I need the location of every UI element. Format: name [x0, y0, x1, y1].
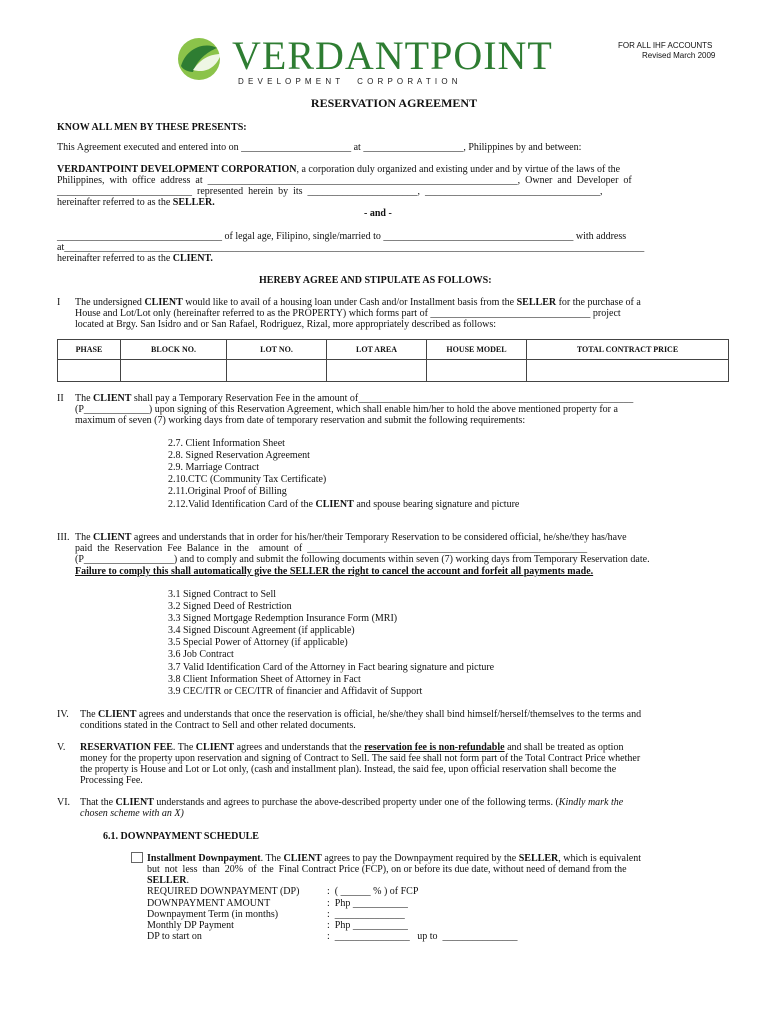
req-2-12-client: CLIENT — [315, 499, 354, 510]
section-6-number: VI. — [57, 797, 71, 808]
s2-text-c: shall pay a Temporary Reservation Fee in the amount of_______________________________________________________ — [131, 393, 634, 404]
field-dp-term-value[interactable]: : ______________ — [327, 909, 405, 920]
installment-checkbox[interactable] — [131, 852, 143, 863]
logo-subtitle: D E V E L O P M E N T C O R P O R A T I O N — [238, 77, 459, 86]
field-dp-start-value[interactable]: : _______________ up to _______________ — [327, 931, 518, 942]
field-dp-amount-label: DOWNPAYMENT AMOUNT — [147, 898, 271, 909]
section-5-line-2: money for the property upon reservation and signing of Contract to Sell. The said fee shall not form part of the Total Contract Price whether — [80, 753, 641, 764]
field-dp-amount-value[interactable]: : Php ___________ — [327, 898, 408, 909]
stipulate-heading: HEREBY AGREE AND STIPULATE AS FOLLOWS: — [259, 275, 492, 286]
s3-text-a: The — [75, 532, 94, 543]
th-lot-area: LOT AREA — [327, 340, 427, 360]
inst-label: Installment Downpayment — [147, 853, 261, 864]
section-1-line-3: located at Brgy. San Isidro and or San Rafael, Rodriguez, Rizal, more appropriately described as follows: — [75, 319, 496, 330]
field-monthly-dp-value[interactable]: : Php ___________ — [327, 920, 408, 931]
cell-house-model[interactable] — [427, 360, 527, 382]
s5-text-f: and shall be treated as option — [504, 742, 624, 753]
header-note-accounts: FOR ALL IHF ACCOUNTS — [618, 41, 713, 50]
seller-ref-text: hereinafter referred to as the — [57, 197, 173, 208]
s4-text-a: The — [80, 709, 99, 720]
th-phase: PHASE — [58, 340, 121, 360]
section-2-number: II — [57, 393, 64, 404]
doc-item-3-8: 3.8 Client Information Sheet of Attorney in Fact — [168, 674, 361, 685]
s2-client: CLIENT — [93, 393, 132, 404]
logo-wordmark: VERDANTPOINT — [232, 33, 553, 78]
section-4-number: IV. — [57, 709, 69, 720]
th-total-contract-price: TOTAL CONTRACT PRICE — [527, 340, 729, 360]
doc-item-3-9: 3.9 CEC/ITR or CEC/ITR of financier and Affidavit of Support — [168, 686, 423, 697]
inst-seller: SELLER — [518, 853, 559, 864]
section-3-number: III. — [57, 532, 70, 543]
s3-warning: shall automatically give the SELLER the right to cancel the account and forfeit all payments made. — [168, 566, 594, 577]
inst-client: CLIENT — [283, 853, 322, 864]
field-dp-start-label: DP to start on — [147, 931, 202, 942]
page-title: RESERVATION AGREEMENT — [310, 96, 478, 110]
field-required-dp-label: REQUIRED DOWNPAYMENT (DP) — [147, 886, 300, 897]
s6-instruction: Kindly mark the — [558, 797, 624, 808]
doc-item-3-6: 3.6 Job Contract — [168, 649, 234, 660]
section-5-line-3: the property is House and Lot or Lot only, (cash and installment plan). Instead, the said fee, upon official reservation shall become the — [80, 764, 617, 775]
field-monthly-dp-label: Monthly DP Payment — [147, 920, 234, 931]
s5-text-d: agrees and understands that the — [234, 742, 365, 753]
section-1-line-2: House and Lot/Lot only (hereinafter referred to as the PROPERTY) which forms part of ________________________________ project — [75, 308, 621, 319]
section-2-line-3: maximum of seven (7) working days from date of temporary reservation and submit the following requirements: — [75, 415, 526, 426]
s6-text-a: That the — [80, 797, 116, 808]
s6-client: CLIENT — [115, 797, 154, 808]
s1-client: CLIENT — [144, 297, 183, 308]
s5-fee-label: RESERVATION FEE — [80, 742, 173, 753]
s4-text-c: agrees and understands that once the reservation is official, he/she/they shall bind himself/herself/themselves to the terms and — [136, 709, 642, 720]
cell-lot-area[interactable] — [327, 360, 427, 382]
client-ref-text: hereinafter referred to as the — [57, 253, 173, 264]
req-item-2-12 — [168, 499, 519, 511]
executed-line: This Agreement executed and entered into on ______________________ at ____________________, Philippines by and between: — [57, 142, 582, 153]
req-item-2-10: 2.10.CTC (Community Tax Certificate) — [168, 474, 327, 485]
seller-line-3: ___________________________ represented herein by its ______________________, ___________________________________, — [57, 186, 603, 197]
seller-desc: , a corporation duly organized and existing under and by virtue of the laws of the — [296, 164, 621, 175]
inst-text-f: , which is equivalent — [558, 853, 641, 864]
s1-text-e: for the purchase of a — [556, 297, 641, 308]
s5-non-refundable: reservation fee is non-refundable — [364, 742, 505, 753]
req-item-2-8: 2.8. Signed Reservation Agreement — [168, 450, 310, 461]
s3-failure: Failure to comply this — [75, 566, 169, 577]
s2-text-a: The — [75, 393, 94, 404]
inst-text-d: agrees to pay the Downpayment required by the — [321, 853, 519, 864]
cell-phase[interactable] — [58, 360, 121, 382]
installment-line-2: but not less than 20% of the Final Contract Price (FCP), on or before its due date, without need of demand from the — [147, 864, 627, 875]
downpayment-schedule-heading: 6.1. DOWNPAYMENT SCHEDULE — [103, 831, 259, 842]
section-3-line-3: (P__________________) and to comply and submit the following documents within seven (7) working days from Temporary Reservation date. — [75, 554, 650, 565]
seller-ref-label: SELLER. — [172, 197, 215, 208]
section-3-line-2: paid the Reservation Fee Balance in the amount of ________________________________________________________ — [75, 543, 588, 554]
req-2-12-c: and spouse bearing signature and picture — [353, 499, 520, 510]
s1-text-a: The undersigned — [75, 297, 145, 308]
section-2-line-2: (P_____________) upon signing of this Reservation Agreement, which shall enable him/her to hold the above mentioned property for a — [75, 404, 618, 415]
section-6-line-2: chosen scheme with an X) — [80, 808, 184, 819]
th-lot-no: LOT NO. — [227, 340, 327, 360]
s3-text-c: agrees and understands that in order for his/her/their Temporary Reservation to be considered official, he/she/they has/have — [131, 532, 627, 543]
inst-text-b: . The — [260, 853, 284, 864]
req-item-2-11: 2.11.Original Proof of Billing — [168, 486, 287, 497]
s1-seller: SELLER — [516, 297, 557, 308]
and-separator: - and - — [364, 208, 392, 219]
doc-item-3-1: 3.1 Signed Contract to Sell — [168, 589, 277, 600]
cell-lot-no[interactable] — [227, 360, 327, 382]
doc-item-3-2: 3.2 Signed Deed of Restriction — [168, 601, 292, 612]
doc-item-3-4: 3.4 Signed Discount Agreement (if applicable) — [168, 625, 355, 636]
s5-text-b: . The — [172, 742, 196, 753]
field-dp-term-label: Downpayment Term (in months) — [147, 909, 279, 920]
s5-client: CLIENT — [195, 742, 235, 753]
property-table — [57, 339, 729, 382]
section-5-line-4: Processing Fee. — [80, 775, 143, 786]
section-4-line-2: conditions stated in the Contract to Sell and other related documents. — [80, 720, 356, 731]
section-5-number: V. — [57, 742, 66, 753]
client-line-1: _________________________________ of legal age, Filipino, single/married to ______________________________________ with address — [57, 231, 627, 242]
client-line-2: at____________________________________________________________________________________________________________________ — [57, 242, 645, 253]
company-logo — [167, 36, 231, 82]
doc-item-3-5: 3.5 Special Power of Attorney (if applicable) — [168, 637, 348, 648]
th-house-model: HOUSE MODEL — [427, 340, 527, 360]
doc-item-3-3: 3.3 Signed Mortgage Redemption Insurance Form (MRI) — [168, 613, 398, 624]
header-note-revised: Revised March 2009 — [642, 51, 716, 60]
doc-item-3-7: 3.7 Valid Identification Card of the Attorney in Fact bearing signature and picture — [168, 662, 495, 673]
req-item-2-9: 2.9. Marriage Contract — [168, 462, 260, 473]
s1-text-c: would like to avail of a housing loan under Cash and/or Installment basis from the — [182, 297, 517, 308]
section-1-number: I — [57, 297, 61, 308]
section-3-line-4 — [75, 566, 593, 578]
th-block-no: BLOCK NO. — [121, 340, 227, 360]
req-2-12-a: 2.12.Valid Identification Card of the — [168, 499, 316, 510]
seller-line-2: Philippines, with office address at ______________________________________________________________, Owner and Developer of — [57, 175, 632, 186]
inst-seller-2: SELLER — [147, 875, 187, 886]
req-item-2-7: 2.7. Client Information Sheet — [168, 438, 285, 449]
inst-period: . — [186, 875, 189, 886]
leaf-logo-icon — [167, 36, 231, 82]
client-line-3 — [57, 253, 213, 265]
cell-block-no[interactable] — [121, 360, 227, 382]
cell-total-contract-price[interactable] — [527, 360, 729, 382]
s4-client: CLIENT — [98, 709, 137, 720]
know-all-heading: KNOW ALL MEN BY THESE PRESENTS: — [57, 122, 247, 133]
s6-text-c: understands and agrees to purchase the above-described property under one of the following terms. ( — [153, 797, 559, 808]
client-ref-label: CLIENT. — [172, 253, 213, 264]
s3-client: CLIENT — [93, 532, 132, 543]
field-required-dp-value[interactable]: : ( ______ % ) of FCP — [327, 886, 419, 897]
seller-name: VERDANTPOINT DEVELOPMENT CORPORATION — [57, 164, 297, 175]
seller-line-4 — [57, 197, 215, 209]
